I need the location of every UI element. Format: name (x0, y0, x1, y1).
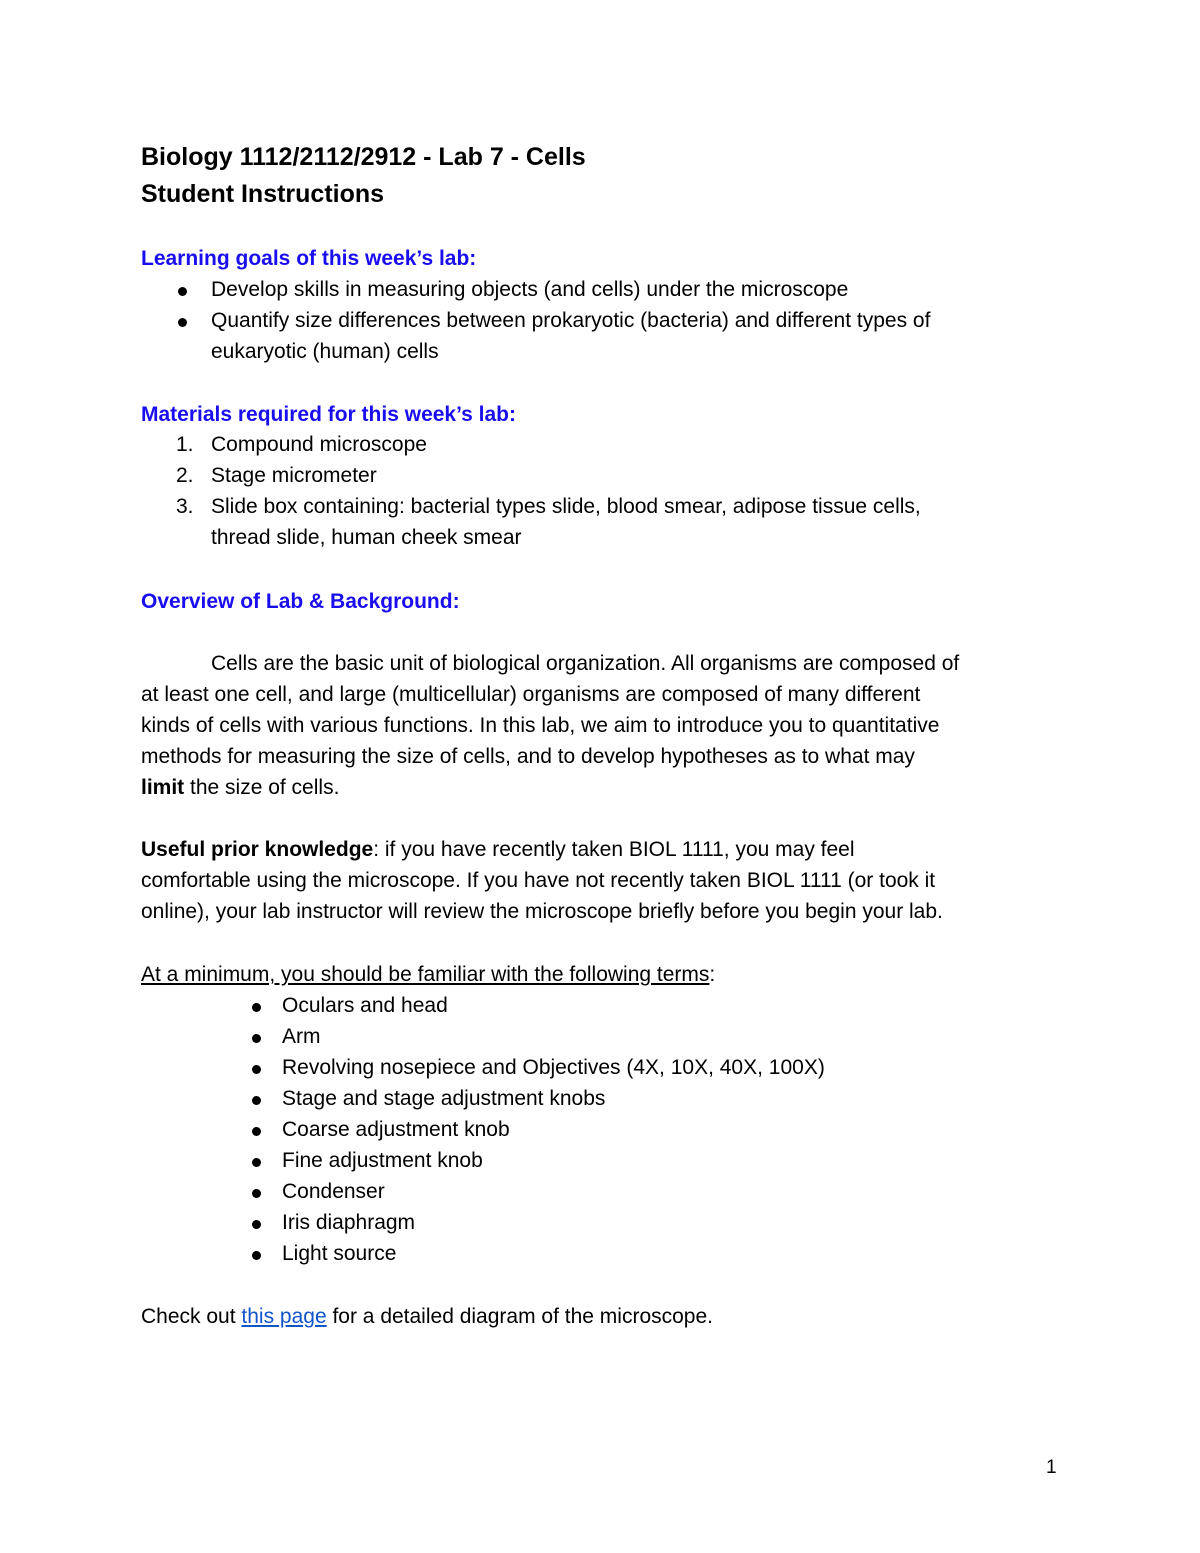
materials-item: Slide box containing: bacterial types slide, blood smear, adipose tissue cells, (211, 495, 921, 518)
term-item: Coarse adjustment knob (282, 1118, 510, 1141)
page-number: 1 (1046, 1457, 1057, 1478)
prior-knowledge-text: : if you have recently taken BIOL 1111, you may feel (373, 838, 855, 861)
overview-paragraph-line: at least one cell, and large (multicellular) organisms are composed of many different (141, 683, 921, 706)
term-item: Oculars and head (282, 994, 448, 1017)
overview-paragraph-line: kinds of cells with various functions. In this lab, we aim to introduce you to quantitative (141, 714, 940, 737)
bullet-icon (178, 287, 187, 296)
bullet-icon (252, 1158, 261, 1167)
overview-paragraph-last-line (141, 775, 339, 801)
page-title: Biology 1112/2112/2912 - Lab 7 - Cells (141, 143, 586, 171)
overview-heading: Overview of Lab & Background: (141, 590, 460, 613)
learning-goal-item: Develop skills in measuring objects (and cells) under the microscope (211, 278, 849, 301)
bullet-icon (252, 1034, 261, 1043)
term-item: Stage and stage adjustment knobs (282, 1087, 606, 1110)
term-item: Light source (282, 1242, 397, 1265)
term-item: Arm (282, 1025, 321, 1048)
overview-paragraph-line: methods for measuring the size of cells, and to develop hypotheses as to what may (141, 745, 915, 768)
terms-intro (141, 962, 715, 988)
prior-knowledge-label: Useful prior knowledge (141, 838, 374, 861)
bullet-icon (252, 1003, 261, 1012)
prior-knowledge-line: comfortable using the microscope. If you have not recently taken BIOL 1111 (or took it (141, 869, 936, 892)
learning-goals-heading: Learning goals of this week’s lab: (141, 247, 477, 270)
list-number: 3. (176, 495, 194, 518)
learning-goal-item-continued: eukaryotic (human) cells (211, 340, 439, 363)
diagram-note-prefix: Check out (141, 1305, 242, 1328)
bullet-icon (252, 1127, 261, 1136)
materials-item-continued: thread slide, human cheek smear (211, 526, 522, 549)
terms-intro-colon: : (709, 963, 716, 986)
list-number: 2. (176, 464, 194, 487)
terms-intro-text: At a minimum, you should be familiar with the following terms (141, 963, 710, 986)
bullet-icon (252, 1251, 261, 1260)
materials-item: Compound microscope (211, 433, 427, 456)
diagram-note (141, 1304, 713, 1330)
learning-goal-item: Quantify size differences between prokaryotic (bacteria) and different types of (211, 309, 931, 332)
prior-knowledge-line (141, 837, 855, 863)
bullet-icon (252, 1096, 261, 1105)
overview-paragraph-line: Cells are the basic unit of biological organization. All organisms are composed of (211, 652, 960, 675)
term-item: Revolving nosepiece and Objectives (4X, 10X, 40X, 100X) (282, 1056, 825, 1079)
list-number: 1. (176, 433, 194, 456)
diagram-note-suffix: for a detailed diagram of the microscope. (326, 1305, 713, 1328)
term-item: Iris diaphragm (282, 1211, 416, 1234)
this-page-link[interactable]: this page (241, 1305, 327, 1328)
page-subtitle: Student Instructions (141, 180, 385, 208)
bullet-icon (252, 1220, 261, 1229)
materials-item: Stage micrometer (211, 464, 377, 487)
bullet-icon (252, 1189, 261, 1198)
materials-heading: Materials required for this week’s lab: (141, 403, 517, 426)
bullet-icon (178, 318, 187, 327)
term-item: Condenser (282, 1180, 385, 1203)
emphasis-limit: limit (141, 776, 185, 799)
bullet-icon (252, 1065, 261, 1074)
term-item: Fine adjustment knob (282, 1149, 483, 1172)
prior-knowledge-line: online), your lab instructor will review the microscope briefly before you begin your lab. (141, 900, 943, 923)
overview-last-line-text: the size of cells. (184, 776, 340, 799)
